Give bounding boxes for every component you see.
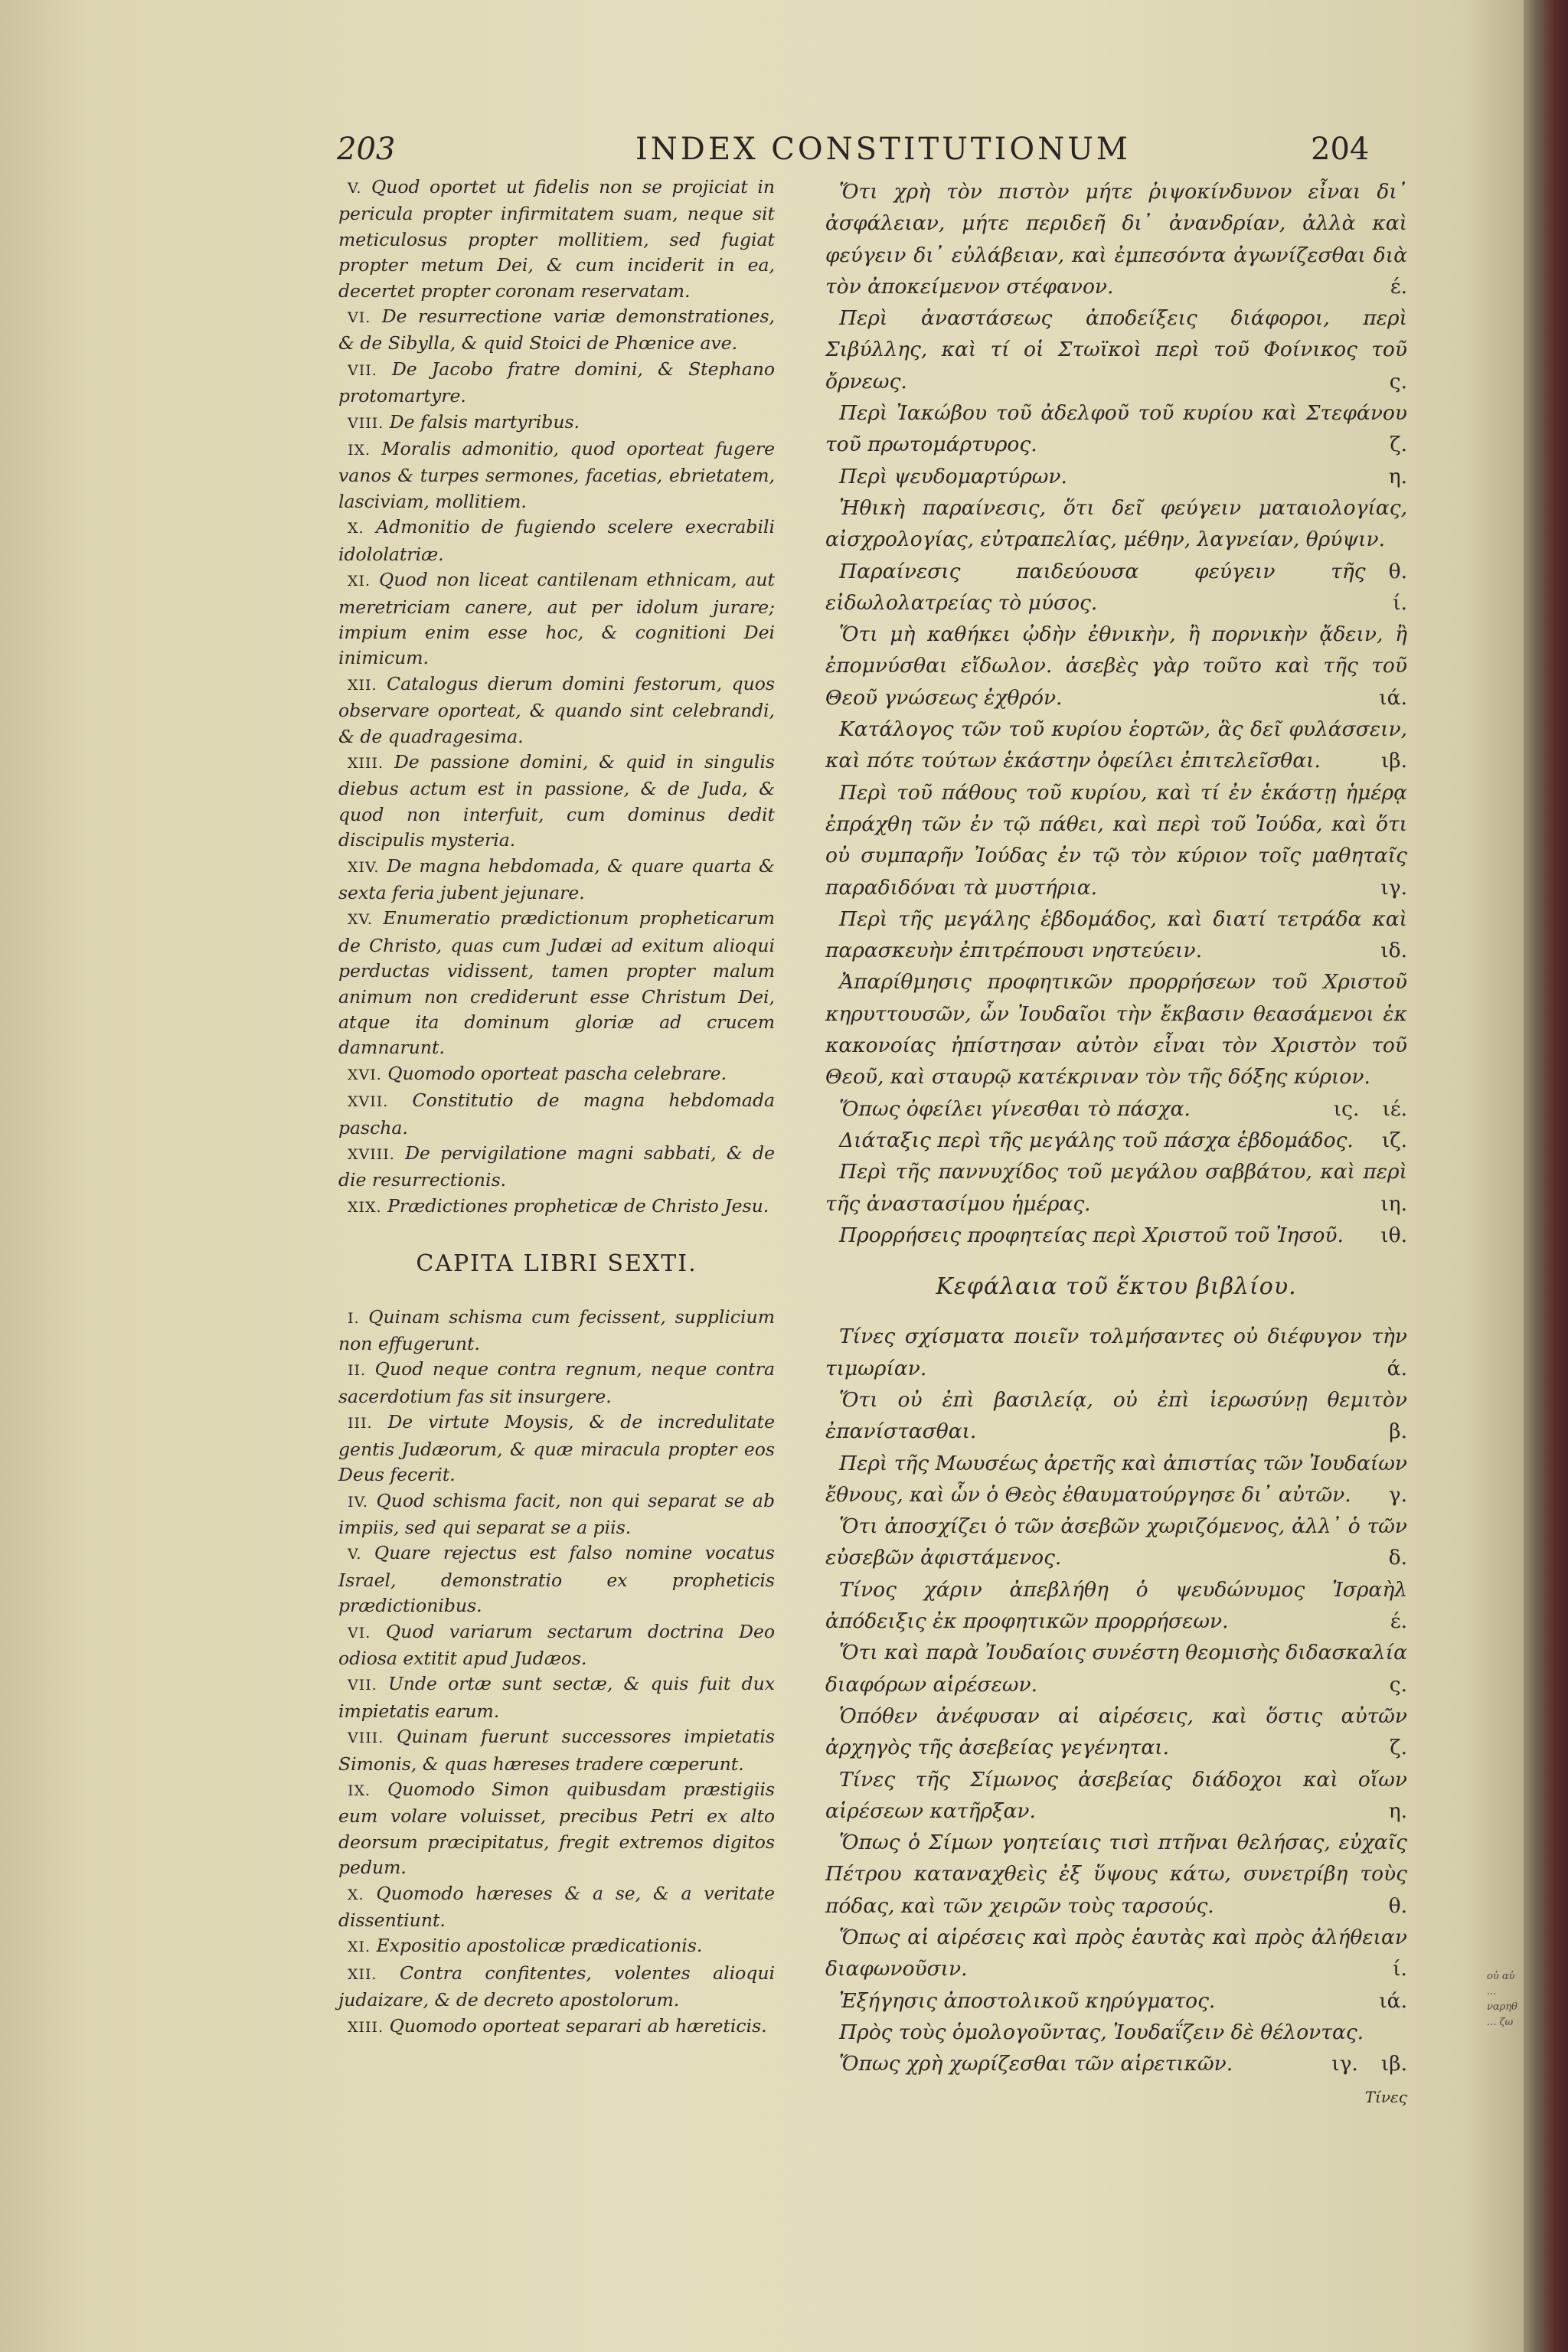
item-number: XIX. (348, 1198, 382, 1216)
greek-item (825, 1384, 1407, 1448)
item-text: Ὅτι χρὴ τὸν πιστὸν μήτε ῥιψοκίνδυνον εἶναι δι᾽ ἀσφάλειαν, μήτε περιδεῆ δι᾽ ἀνανδρίαν, ἀλλὰ καὶ φεύγειν δι᾽ εὐλάβειαν, καὶ ἐμπεσόντα ἀγωνίζεσθαι διὰ τὸν ἀποκείμενον στέφανον. (825, 180, 1407, 299)
latin-item (338, 1488, 775, 1541)
item-number: δ. (1388, 1546, 1407, 1570)
greek-item (825, 2048, 1407, 2079)
item-text: Ὅπως ὁ Σίμων γοητείαις τισὶ πτῆναι θελήσας, εὐχαῖς Πέτρου καταναχθεὶς ἐξ ὕψους κάτω, συνετρίβη τοὺς πόδας, καὶ τῶν χειρῶν τοὺς ταρσούς. (825, 1831, 1407, 1918)
latin-item (338, 2014, 775, 2040)
greek-item (825, 1156, 1407, 1220)
item-text: Παραίνεσις παιδεύουσα φεύγειν τῆς εἰδωλολατρείας τὸ μύσος. (825, 559, 1366, 615)
item-number: XV. (348, 911, 373, 929)
item-text: Ὁπόθεν ἀνέφυσαν αἱ αἱρέσεις, καὶ ὅστις αὐτῶν ἀρχηγὸς τῆς ἀσεβείας γεγένηται. (825, 1704, 1407, 1760)
latin-item (338, 175, 775, 304)
latin-item (338, 1194, 775, 1220)
item-text: Constitutio de magna hebdomada pascha. (338, 1089, 775, 1138)
item-text: Προρρήσεις προφητείας περὶ Χριστοῦ τοῦ Ἰησοῦ. (839, 1223, 1344, 1247)
item-text: Περὶ τοῦ πάθους τοῦ κυρίου, καὶ τί ἐν ἑκάστῃ ἡμέρᾳ ἐπράχθη τῶν ἐν τῷ πάθει, καὶ περὶ τοῦ Ἰούδα, καὶ ὅτι οὐ συμπαρῆν Ἰούδας ἐν τῷ τὸν κύριον τοῖς μαθηταῖς παραδιδόναι τὰ μυστήρια. (825, 780, 1407, 900)
item-number: ί. (1393, 590, 1407, 615)
item-text: De falsis martyribus. (389, 410, 580, 433)
item-text: Κατάλογος τῶν τοῦ κυρίου ἑορτῶν, ἃς δεῖ φυλάσσειν, καὶ πότε τούτων ἑκάστην ὀφείλει ἐπιτελεῖσθαι. (825, 717, 1407, 773)
item-number: I. (348, 1309, 360, 1327)
latin-item (338, 1881, 775, 1934)
greek-item (825, 1637, 1407, 1700)
item-number: IX. (348, 1782, 371, 1799)
item-text: Expositio apostolicæ prædicationis. (376, 1935, 703, 1957)
item-number: V. (348, 180, 362, 197)
item-text: Quod non liceat cantilenam ethnicam, aut meretriciam canere, aut per idolum jurare; impium enim esse hoc, & cognitioni Dei inimicum. (338, 569, 775, 669)
item-number: ιη. (1380, 1191, 1407, 1216)
book-edge (1524, 0, 1568, 2352)
item-text: Περὶ Ἰακώβου τοῦ ἀδελφοῦ τοῦ κυρίου καὶ Στεφάνου τοῦ πρωτομάρτυρος. (825, 401, 1407, 457)
item-number: ί. (1393, 1957, 1407, 1981)
item-text: Ὅπως ὀφείλει γίνεσθαι τὸ πάσχα. (839, 1096, 1191, 1121)
item-text: Quinam fuerunt successores impietatis Simonis, & quas hæreses tradere cœperunt. (338, 1726, 775, 1775)
item-text: Ἐξήγησις ἀποστολικοῦ κηρύγματος. (839, 1988, 1216, 2013)
item-number: ιέ. (1382, 1096, 1407, 1121)
item-number: ιζ. (1381, 1128, 1407, 1152)
greek-item (825, 1093, 1407, 1125)
greek-item (825, 1125, 1407, 1156)
latin-item (338, 1061, 775, 1088)
latin-item (338, 514, 775, 567)
section-title: Κεφάλαια τοῦ ἕκτου βιβλίου. (936, 1273, 1297, 1301)
right-page-number: 204 (1311, 132, 1370, 167)
item-number: ιά. (1379, 685, 1407, 710)
item-number: ιβ. (1380, 2052, 1407, 2076)
latin-item (338, 1777, 775, 1881)
item-text: Quare rejectus est falso nomine vocatus Israel, demonstratio ex propheticis prædictionibus. (338, 1542, 775, 1617)
latin-item (338, 1305, 775, 1357)
item-number: X. (348, 1886, 364, 1903)
item-number: XII. (348, 676, 377, 694)
item-text: Ὅπως αἱ αἱρέσεις καὶ πρὸς ἑαυτὰς καὶ πρὸς ἀλήθειαν διαφωνοῦσιν. (825, 1926, 1407, 1981)
greek-item (825, 1511, 1407, 1574)
latin-item (338, 671, 775, 750)
latin-item (338, 1961, 775, 2014)
latin-item (338, 750, 775, 854)
item-text: Moralis admonitio, quod oporteat fugere vanos & turpes sermones, facetias, ebrietatem, lasciviam, mollitiem. (338, 438, 775, 512)
greek-item (825, 619, 1407, 714)
item-number: VIII. (348, 1730, 384, 1747)
item-text: Ὅπως χρὴ χωρίζεσθαι τῶν αἱρετικῶν. (839, 2052, 1233, 2076)
item-text: Περὶ ἀναστάσεως ἀποδείξεις διάφοροι, περὶ Σιβύλλης, καὶ τί οἱ Στωϊκοὶ περὶ τοῦ Φοίνικος τοῦ ὄρνεως. (825, 306, 1407, 394)
greek-item (825, 1321, 1407, 1384)
item-text: De magna hebdomada, & quare quarta & sexta feria jubent jejunare. (338, 854, 775, 903)
item-text: Περὶ τῆς παννυχίδος τοῦ μεγάλου σαββάτου, καὶ περὶ τῆς ἀναστασίμου ἡμέρας. (825, 1160, 1407, 1216)
item-number: ά. (1387, 1356, 1407, 1380)
item-number: VII. (348, 361, 377, 379)
item-number: XIV. (348, 858, 380, 876)
item-text: Quod schisma facit, non qui separat se ab impiis, sed qui separat se a piis. (338, 1489, 775, 1538)
item-text: Quod neque contra regnum, neque contra sacerdotium fas sit insurgere. (338, 1358, 775, 1407)
item-text: Quomodo oporteat separari ab hæreticis. (389, 2014, 767, 2037)
item-text: Unde ortæ sunt sectæ, & quis fuit dux impietatis earum. (338, 1673, 775, 1722)
item-text: De resurrectione variæ demonstrationes, & de Sibylla, & quid Stoici de Phœnice ave. (338, 305, 775, 354)
item-text: Enumeratio prædictionum propheticarum de Christo, quas cum Judæi ad exitum alioqui perductas vidissent, tamen propter malum animum non crediderunt esse Christum Dei, atque ita dominum gloriæ ad crucem damnarunt. (338, 907, 775, 1059)
greek-item (825, 556, 1407, 619)
item-number: ις. (1333, 1096, 1360, 1121)
item-text: Admonitio de fugiendo scelere execrabili idololatriæ. (338, 516, 775, 565)
page-header (0, 132, 1524, 178)
latin-item (338, 1724, 775, 1777)
item-number: IV. (348, 1493, 368, 1511)
greek-column (825, 176, 1407, 2113)
item-number: έ. (1390, 274, 1407, 299)
item-number: η. (1388, 1798, 1407, 1823)
greek-item (825, 1985, 1407, 2017)
item-text: Ὅτι ἀποσχίζει ὁ τῶν ἀσεβῶν χωριζόμενος, ἀλλ᾽ ὁ τῶν εὐσεβῶν ἀφιστάμενος. (825, 1514, 1407, 1570)
latin-item (338, 436, 775, 514)
item-text: Prædictiones propheticæ de Christo Jesu. (387, 1194, 769, 1217)
latin-item (338, 1410, 775, 1488)
item-text: Quod oportet ut fidelis non se projiciat in pericula propter infirmitatem suam, neque sit meticulosus propter mollitiem, sed fugiat propter metum Dei, & cum inciderit in ea, decertet propter coronam reservatam. (338, 176, 775, 302)
item-number: ιά. (1379, 1988, 1407, 2013)
item-text: Quinam schisma cum fecissent, supplicium non effugerunt. (338, 1305, 775, 1355)
item-number: VII. (348, 1677, 377, 1694)
greek-item (825, 1220, 1407, 1251)
item-number: θ. (1388, 559, 1407, 583)
item-number: XI. (348, 573, 371, 590)
greek-item (825, 1922, 1407, 1985)
item-number: X. (348, 520, 364, 537)
item-number: XII. (348, 1965, 377, 1983)
section-title: CAPITA LIBRI SEXTI. (416, 1250, 697, 1278)
item-number: III. (348, 1415, 373, 1432)
latin-item (338, 304, 775, 357)
item-text: De virtute Moysis, & de incredulitate gentis Judæorum, & quæ miracula propter eos Deus fecerit. (338, 1411, 775, 1486)
item-number: XVII. (348, 1093, 389, 1111)
item-text: De passione domini, & quid in singulis diebus actum est in passione, & de Juda, & quod non interfuit, cum dominus dedit discipulis mysteria. (338, 750, 775, 851)
greek-item (825, 777, 1407, 903)
item-number: ιθ. (1380, 1223, 1407, 1247)
greek-item (825, 176, 1407, 302)
item-text: Catalogus dierum domini festorum, quos observare oporteat, & quando sint celebrandi, & de quadragesima. (338, 672, 775, 747)
item-text: Τίνος χάριν ἀπεβλήθη ὁ ψευδώνυμος Ἰσραὴλ ἀπόδειξις ἐκ προφητικῶν προρρήσεων. (825, 1577, 1407, 1634)
item-number: VI. (348, 309, 371, 327)
greek-item (825, 1827, 1407, 1922)
item-number: II. (348, 1362, 367, 1380)
greek-item (825, 903, 1407, 967)
item-text: Τίνες σχίσματα ποιεῖν τολμήσαντες οὐ διέφυγον τὴν τιμωρίαν. (825, 1325, 1407, 1380)
greek-item (825, 714, 1407, 777)
latin-item (338, 1671, 775, 1724)
item-text: Quomodo oporteat pascha celebrare. (387, 1062, 727, 1084)
item-number: XIII. (348, 754, 384, 772)
item-number: ιδ. (1380, 939, 1407, 963)
catchword: Τίνες (1364, 2087, 1407, 2106)
latin-item (338, 1619, 775, 1672)
item-text: Διάταξις περὶ τῆς μεγάλης τοῦ πάσχα ἑβδομάδος. (839, 1128, 1354, 1152)
item-text: Ὅτι οὐ ἐπὶ βασιλείᾳ, οὐ ἐπὶ ἱερωσύνῃ θεμιτὸν ἐπανίστασθαι. (825, 1387, 1407, 1444)
greek-item (825, 302, 1407, 397)
latin-item (338, 1357, 775, 1410)
item-text: Contra confitentes, volentes alioqui judaizare, & de decreto apostolorum. (338, 1962, 775, 2011)
latin-item (338, 410, 775, 436)
item-text: Περὶ τῆς Μωυσέως ἀρετῆς καὶ ἀπιστίας τῶν Ἰουδαίων ἔθνους, καὶ ὧν ὁ Θεὸς ἐθαυματούργησε δι᾽ αὐτῶν. (825, 1451, 1407, 1507)
item-number: ς. (1389, 1672, 1407, 1697)
greek-item (825, 1448, 1407, 1511)
latin-item (338, 1088, 775, 1141)
item-number: VIII. (348, 414, 384, 432)
item-text: De Jacobo fratre domini, & Stephano protomartyre. (338, 358, 775, 407)
item-text: Ἠθικὴ παραίνεσις, ὅτι δεῖ φεύγειν ματαιολογίας, αἰσχρολογίας, εὐτραπελίας, μέθην, λαγνείαν, θρύψιν. (825, 495, 1407, 552)
item-number: XVIII. (348, 1146, 395, 1164)
latin-item (338, 1540, 775, 1619)
latin-item (338, 1933, 775, 1960)
item-number: ς. (1389, 369, 1407, 394)
item-text: Περὶ ψευδομαρτύρων. (839, 464, 1067, 488)
item-text: De pervigilatione magni sabbati, & de die resurrectionis. (338, 1142, 775, 1191)
item-number: ιγ. (1380, 875, 1407, 900)
item-number: ζ. (1390, 433, 1407, 457)
latin-item (338, 906, 775, 1060)
item-number: XVI. (348, 1066, 382, 1083)
item-text: Quod variarum sectarum doctrina Deo odiosa extitit apud Judæos. (338, 1620, 775, 1669)
item-number: γ. (1388, 1482, 1407, 1507)
running-title: INDEX CONSTITUTIONUM (635, 132, 1131, 167)
latin-column (338, 175, 775, 2040)
item-number: ζ. (1390, 1736, 1407, 1760)
item-text: Quomodo Simon quibusdam præstigiis eum volare voluisset, precibus Petri ex alto deorsum præcipitatus, fregit extremos digitos pedum. (338, 1778, 775, 1879)
greek-item (825, 1764, 1407, 1828)
latin-item (338, 1141, 775, 1194)
item-text: Ἀπαρίθμησις προφητικῶν προρρήσεων τοῦ Χριστοῦ κηρυττουσῶν, ὧν Ἰουδαῖοι τὴν ἔκβασιν θεασάμενοι ἐκ κακονοίας ἠπίστησαν αὐτὸν εἶναι τὸν Χριστὸν τοῦ Θεοῦ, καὶ σταυρῷ κατέκριναν τὸν τῆς δόξης κύριον. (825, 970, 1407, 1089)
item-number: IX. (348, 442, 371, 459)
greek-item (825, 1700, 1407, 1764)
item-text: Περὶ τῆς μεγάλης ἑβδομάδος, καὶ διατί τετράδα καὶ παρασκευὴν ἐπιτρέπουσι νηστεύειν. (825, 906, 1407, 963)
item-text: Τίνες τῆς Σίμωνος ἀσεβείας διάδοχοι καὶ οἵων αἱρέσεων κατῆρξαν. (825, 1767, 1407, 1823)
greek-item (825, 492, 1407, 583)
latin-item (338, 854, 775, 906)
latin-item (338, 567, 775, 671)
item-text: Πρὸς τοὺς ὁμολογοῦντας, Ἰουδαΐζειν δὲ θέλοντας. (839, 2020, 1364, 2044)
item-number: ιγ. (1331, 2052, 1358, 2076)
item-number: έ. (1390, 1609, 1407, 1634)
item-text: Ὅτι καὶ παρὰ Ἰουδαίοις συνέστη θεομισὴς διδασκαλία διαφόρων αἱρέσεων. (825, 1641, 1407, 1697)
item-number: VI. (348, 1624, 371, 1642)
item-text: Quomodo hæreses & a se, & a veritate dissentiunt. (338, 1882, 775, 1931)
item-number: β. (1389, 1419, 1407, 1444)
item-number: V. (348, 1546, 362, 1563)
greek-item (825, 1574, 1407, 1638)
item-number: η. (1388, 464, 1407, 488)
item-number: ιβ. (1380, 749, 1407, 773)
item-number: XI. (348, 1939, 371, 1956)
item-number: θ. (1388, 1893, 1407, 1918)
left-page-number: 203 (337, 132, 396, 167)
item-number: XIII. (348, 2018, 384, 2036)
greek-item (825, 461, 1407, 492)
margin-note: οὐ αὐ ... ναρηθ ... ζω (1487, 1971, 1517, 2028)
latin-item (338, 357, 775, 410)
item-text: Ὅτι μὴ καθήκει ᾠδὴν ἐθνικὴν, ἢ πορνικὴν ᾄδειν, ἢ ἐπομνύσθαι εἴδωλον. ἀσεβὲς γὰρ τοῦτο καὶ τῆς τοῦ Θεοῦ γνώσεως ἐχθρόν. (825, 622, 1407, 710)
greek-item (825, 397, 1407, 461)
